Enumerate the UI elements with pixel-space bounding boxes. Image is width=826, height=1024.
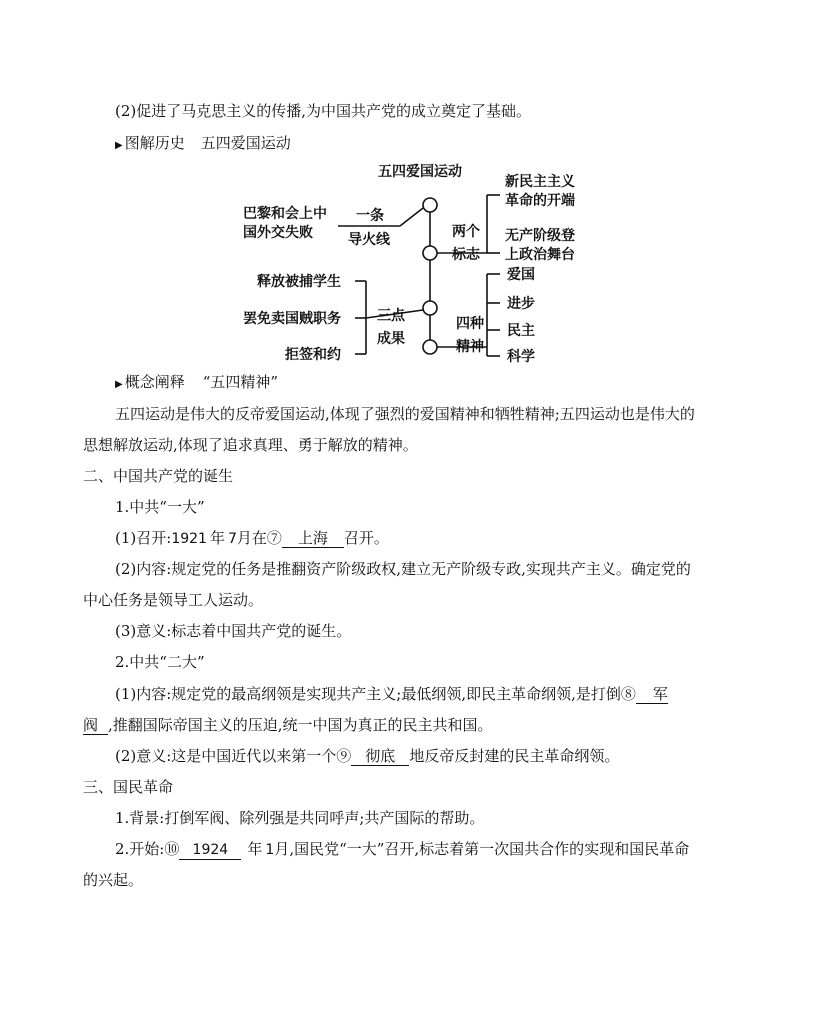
results-label-1: 三点 bbox=[377, 308, 405, 324]
intro-line: (2)促进了马克思主义的传播,为中国共产党的成立奠定了基础。 bbox=[115, 102, 532, 120]
concept-heading bbox=[115, 372, 278, 395]
sign-2-line-2: 上政治舞台 bbox=[505, 247, 575, 263]
answer-blank-7: 上海 bbox=[282, 530, 344, 548]
spirit-2: 进步 bbox=[507, 296, 535, 312]
section-2-heading: 二、中国共产党的诞生 bbox=[83, 467, 234, 485]
concept-paragraph-line-1: 五四运动是伟大的反帝爱国运动,体现了强烈的爱国精神和牺牲精神;五四运动也是伟大的 bbox=[115, 405, 695, 423]
fuse-label-1: 一条 bbox=[356, 208, 384, 224]
month: 1 bbox=[265, 842, 275, 858]
spirit-3: 民主 bbox=[507, 323, 535, 339]
s2-significance: (2)意义:这是中国近代以来第一个⑨ 彻底 地反帝反封建的民主革命纲领。 bbox=[115, 747, 620, 765]
s2-content-line-1: (1)内容:规定党的最高纲领是实现共产主义;最低纲领,即民主革命纲领,是打倒⑧ 军 bbox=[115, 685, 668, 703]
diagram-heading-title: 五四爱国运动 bbox=[200, 134, 291, 152]
sign-2-line-1: 无产阶级登 bbox=[505, 228, 575, 244]
answer-blank-10: 1924 bbox=[179, 842, 241, 860]
sign-1-line-2: 革命的开端 bbox=[505, 193, 575, 209]
cause-line-1: 巴黎和会上中 bbox=[243, 206, 327, 222]
cause-line-2: 国外交失败 bbox=[243, 225, 313, 241]
s2-content-line-2: 阀 ,推翻国际帝国主义的压迫,统一中国为真正的民主共和国。 bbox=[83, 716, 493, 734]
section-3-heading: 三、国民革命 bbox=[83, 778, 174, 796]
sign-1-line-1: 新民主主义 bbox=[505, 174, 575, 190]
spirits-label-1: 四种 bbox=[456, 316, 484, 332]
concept-heading-title: “五四精神” bbox=[202, 373, 279, 391]
result-2: 罢免卖国贼职务 bbox=[243, 311, 341, 327]
answer-blank-8-part-2: 阀 bbox=[83, 717, 108, 735]
answer-blank-9: 彻底 bbox=[351, 748, 409, 766]
month: 7 bbox=[227, 531, 237, 547]
signs-label-1: 两个 bbox=[452, 224, 480, 240]
diagram-title: 五四爱国运动 bbox=[378, 164, 462, 180]
section-2-sub-2: 2.中共“二大” bbox=[115, 653, 205, 671]
triangle-marker-icon: ▶ bbox=[115, 140, 123, 151]
s3-background: 1.背景:打倒军阀、除列强是共同呼声;共产国际的帮助。 bbox=[115, 809, 485, 827]
s3-start-line-1: 2.开始:⑩ 1924 年 1月,国民党“一大”召开,标志着第一次国共合作的实现和国民革命 bbox=[115, 840, 690, 858]
diagram-heading-label: 图解历史 bbox=[124, 134, 185, 152]
node-signs bbox=[423, 246, 437, 260]
s1-content-line-1: (2)内容:规定党的任务是推翻资产阶级政权,建立无产阶级专政,实现共产主义。确定党的 bbox=[115, 560, 691, 578]
concept-paragraph-line-2: 思想解放运动,体现了追求真理、勇于解放的精神。 bbox=[83, 436, 418, 454]
section-2-sub-1: 1.中共“一大” bbox=[115, 498, 205, 516]
result-3: 拒签和约 bbox=[285, 347, 341, 363]
s1-convening: (1)召开:1921 年 7月在⑦ 上海 召开。 bbox=[115, 529, 389, 547]
may-fourth-diagram bbox=[0, 0, 826, 380]
s1-significance: (3)意义:标志着中国共产党的诞生。 bbox=[115, 622, 352, 640]
s3-start-line-2: 的兴起。 bbox=[83, 871, 144, 889]
triangle-marker-icon: ▶ bbox=[115, 379, 123, 390]
signs-label-2: 标志 bbox=[452, 247, 480, 263]
results-label-2: 成果 bbox=[377, 331, 405, 347]
node-spirits bbox=[423, 340, 437, 354]
answer-blank-8-part-1: 军 bbox=[636, 686, 668, 704]
spirit-1: 爱国 bbox=[507, 267, 535, 283]
spirit-4: 科学 bbox=[507, 349, 535, 365]
concept-heading-label: 概念阐释 bbox=[124, 373, 185, 391]
year: 1921 bbox=[171, 531, 207, 547]
spirits-label-2: 精神 bbox=[456, 339, 484, 355]
node-fuse bbox=[423, 198, 437, 212]
node-results bbox=[423, 301, 437, 315]
fuse-label-2: 导火线 bbox=[348, 232, 390, 248]
result-1: 释放被捕学生 bbox=[257, 274, 341, 290]
s1-content-line-2: 中心任务是领导工人运动。 bbox=[83, 591, 264, 609]
